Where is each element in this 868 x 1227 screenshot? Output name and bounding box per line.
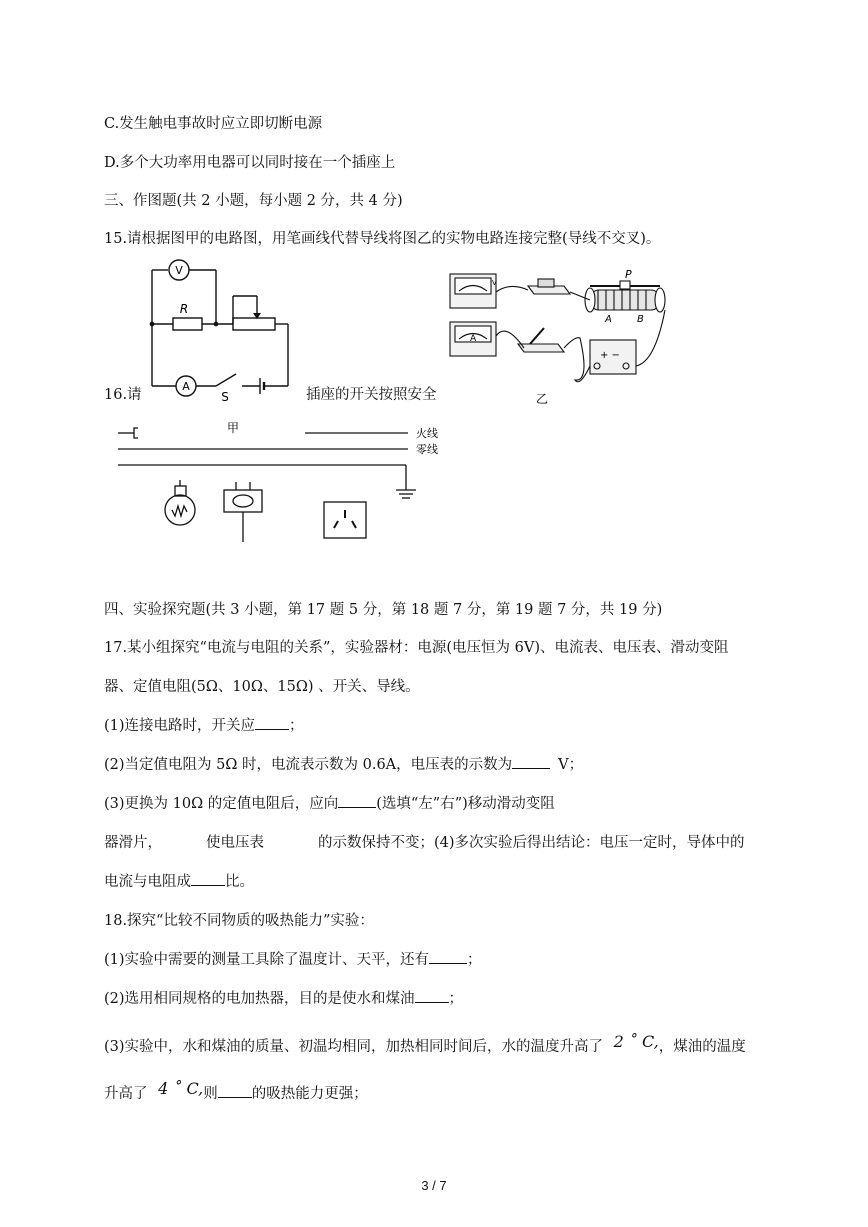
answer-blank[interactable] [415,990,449,1003]
question-17-3: (3)更换为 10Ω 的定值电阻后，应向 (选填“左”右”)移动滑动变阻 [104,796,555,812]
question-17-4c: 的示数保持不变；(4)多次实验后得出结论：电压一定时，导体中的 [318,835,745,851]
figure-yi-label: 乙 [535,392,549,406]
terminal-b-label: B [637,314,644,325]
question-16-start: 16.请 [104,387,142,403]
ammeter-label: A [182,380,190,393]
question-17-2: (2)当定值电阻为 5Ω 时，电流表示数为 0.6A，电压表的示数为 V； [104,757,584,773]
slider-p-label: P [625,268,632,281]
physical-voltmeter-label: V [492,279,497,287]
section-3-heading: 三、作图题(共 2 小题，每小题 2 分，共 4 分) [104,193,403,209]
terminal-a-label: A [605,314,612,325]
option-d: D.多个大功率用电器可以同时接在一个插座上 [104,155,396,171]
fire-wire-label: 火线 [416,427,438,440]
section-4-heading: 四、实验探究题(共 3 小题，第 17 题 5 分，第 18 题 7 分，第 19 题 7 分，共 19 分) [104,602,663,618]
svg-text:+ −: + − [600,350,620,361]
answer-blank[interactable] [338,795,376,808]
question-18-3: (3)实验中，水和煤油的质量、初温均相同，加热相同时间后，水的温度升高了 2 ˚ C,，煤油的温度 [104,1032,746,1055]
resistor-label: R [179,302,189,316]
formula-4c: 4 ˚ C, [158,1079,204,1098]
question-17-4a: 器滑片， [104,835,162,851]
question-16-middle: 插座的开关按照安全 [306,387,437,403]
answer-blank[interactable] [512,756,550,769]
question-18-4: 升高了 4 ˚ C,则 的吸热能力更强； [104,1079,368,1102]
answer-blank[interactable] [191,873,225,886]
question-17-cont: 器、定值电阻(5Ω、10Ω、15Ω) 、开关、导线。 [104,679,420,695]
household-wiring-diagram [110,418,460,548]
question-17-5: 电流与电阻成 比。 [104,874,254,890]
option-c: C.发生触电事故时应立即切断电源 [104,116,323,132]
zero-wire-label: 零线 [416,443,438,456]
question-15: 15.请根据图甲的电路图，用笔画线代替导线将图乙的实物电路连接完整(导线不交叉)。 [104,231,661,247]
question-18: 18.探究“比较不同物质的吸热能力”实验： [104,913,374,929]
formula-2c: 2 ˚ C, [613,1032,659,1051]
answer-blank[interactable] [255,717,289,730]
circuit-diagram-jia [100,258,310,438]
answer-blank[interactable] [429,951,467,964]
answer-blank[interactable] [218,1085,252,1098]
figure-jia-label: 甲 [226,421,240,435]
question-17-1: (1)连接电路时，开关应 ； [104,718,304,734]
question-18-2: (2)选用相同规格的电加热器，目的是使水和煤油 ； [104,991,464,1007]
switch-label: S [221,390,229,404]
voltmeter-label: V [175,264,183,277]
physical-circuit-yi [440,262,670,407]
question-17-4b: 使电压表 [206,835,264,851]
question-18-1: (1)实验中需要的测量工具除了温度计、天平，还有 ； [104,952,482,968]
physical-ammeter-label: A [470,334,477,344]
page-number: 3 / 7 [421,1178,447,1193]
question-17: 17.某小组探究“电流与电阻的关系”，实验器材：电源(电压恒为 6V)、电流表、电压表、滑动变阻 [104,640,729,656]
